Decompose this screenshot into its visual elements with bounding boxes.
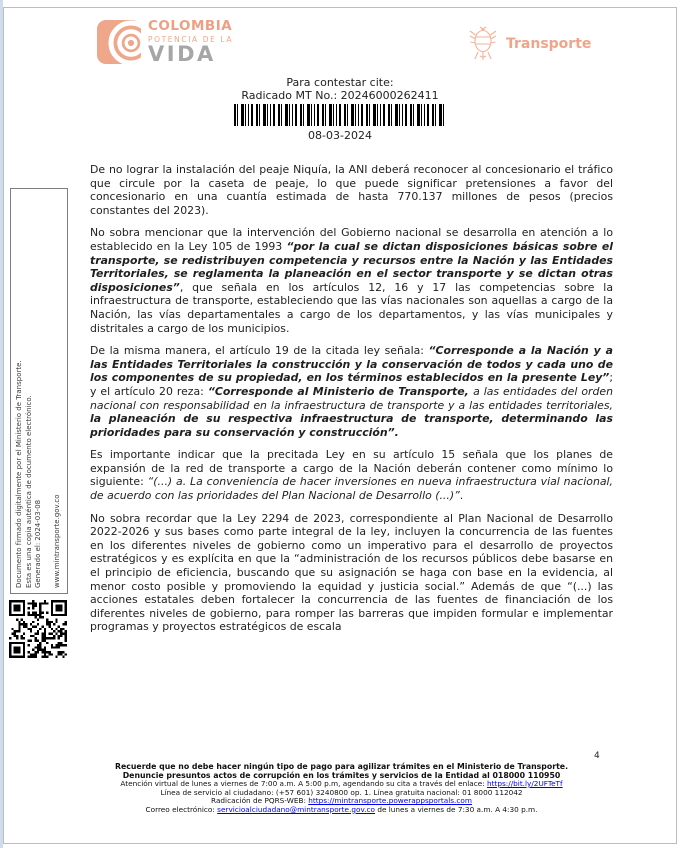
- footer-phone-line: Línea de servicio al ciudadano: (+57 601) 3240800 op. 1. Línea gratuita nacional: 01 8000 112042: [160, 787, 523, 797]
- viewer-edge: [0, 0, 3, 848]
- footer-report-line: Denuncie presuntos actos de corrupción en los trámites y servicios de la Entidad al 018000 110950: [122, 771, 561, 780]
- footer: [80, 762, 603, 814]
- body-paragraph: De la misma manera, el artículo 19 de la citada ley señala: “Corresponde a la Nación y a las Entidades Territoriales la construcción y la conservación de todos y cada uno de los componentes de su propiedad, en los términos establecidos en la presente Ley”; y el artículo 20 reza: “Corresponde al Ministerio de Transporte, a las entidades del orden nacional con responsabilidad en la infraestructura de transporte y a las entidades territoriales, la planeación de su respectiva infraestructura de transporte, determinando las prioridades para su conservación y construcción”.: [90, 344, 614, 439]
- ministry-label: Transporte: [506, 36, 592, 52]
- document-body: [90, 163, 613, 643]
- document-date: 08-03-2024: [308, 129, 372, 142]
- brand-name: COLOMBIA: [148, 18, 233, 34]
- footer-attention-line: Atención virtual de lunes a viernes de 7:00 a.m. A 5:00 p.m, agendando su cita a través del enlace: https://bit.ly/2UFTeTf: [120, 779, 563, 788]
- footer-warning-line: Recuerde que no debe hacer ningún tipo de pago para agilizar trámites en el Ministerio de Transporte.: [114, 762, 569, 771]
- page-number: 4: [594, 751, 600, 761]
- body-paragraph: No sobra recordar que la Ley 2294 de 2023, correspondiente al Plan Nacional de Desarrollo 2022-2026 y sus bases como parte integral de la ley, incluyen la concurrencia de las fuentes en los diferentes niveles de gobierno como un imperativo para el desarrollo de proyectos estratégicos y es explícita en que la “administración de los recursos públicos debe basarse en el principio de eficiencia, buscando que su asignación se haga con base en la evidencia, al menor costo posible y promoviendo la equidad y justicia social.” Además de que “(...) las acciones estatales deben fortalecer la concurrencia de las fuentes de financiación de los diferentes niveles de gobierno, para romper las barreras que impiden formular e implementar programas y proyectos estratégicos de escala: [90, 511, 613, 634]
- colombia-wave-icon: [97, 20, 141, 64]
- body-paragraph: No sobra mencionar que la intervención del Gobierno nacional se desarrolla en atención a lo establecido en la Ley 105 de 1993 “por la cual se dictan disposiciones básicas sobre el transporte, se redistribuyen competencia y recursos entre la Nación y las Entidades Territoriales, se reglamenta la planeación en el sector transporte y se dictan otras disposiciones”, que señala en los artículos 12, 16 y 17 las competencias sobre la infraestructura de transporte, estableciendo que las vías nacionales son aquellas a cargo de la Nación, las vías departamentales a cargo de los departamentos, y las vías municipales y distritales a cargo de los municipios.: [90, 226, 614, 335]
- stamp-url: www.mintransporte.gov.co: [52, 494, 61, 588]
- digital-signature-stamp: [10, 188, 68, 594]
- coat-of-arms-icon: [468, 26, 498, 62]
- radicado-number: Radicado MT No.: 20246000262411: [241, 89, 439, 102]
- footer-link[interactable]: servicioalciudadano@mintransporte.gov.co: [217, 804, 375, 814]
- stamp-line: Esta es una copia auténtica de documento electrónico.: [24, 395, 33, 588]
- body-paragraph: De no lograr la instalación del peaje Niquía, la ANI deberá reconocer al concesionario el tráfico que circule por la caseta de peaje, lo que puede significar pretensiones a favor del concesionario en una cuantía estimada de hasta 770.137 millones de pesos (precios constantes del 2023).: [90, 163, 613, 217]
- brand-title: VIDA: [148, 42, 216, 66]
- stamp-line: Generado el: 2024-03-08: [34, 499, 42, 588]
- ministry-logo: [468, 26, 591, 62]
- footer-link[interactable]: https://bit.ly/2UFTeTf: [487, 779, 563, 788]
- colombia-logo: [97, 20, 233, 65]
- barcode: [234, 104, 446, 126]
- brand-tagline: POTENCIA DE LA: [148, 34, 234, 44]
- stamp-line: Documento firmado digitalmente por el Ministerio de Transporte.: [15, 360, 23, 588]
- footer-email-line: Correo electrónico: servicioalciudadano@mintransporte.gov.co de lunes a viernes de 7:30 a.m. A 4:30 p.m.: [145, 804, 538, 814]
- footer-pqrs-line: Radicación de PQRS-WEB: https://mintransporte.powerappsportals.com: [211, 796, 472, 806]
- footer-link[interactable]: https://mintransporte.powerappsportals.com: [308, 796, 472, 806]
- body-paragraph: Es importante indicar que la precitada Ley en su artículo 15 señala que los planes de expansión de la red de transporte a cargo de la Nación deberán contener como mínimo lo siguiente: “(...) a. La conveniencia de hacer inversiones en nueva infraestructura vial nacional, de acuerdo con las prioridades del Plan Nacional de Desarrollo (...)”.: [90, 448, 614, 503]
- cite-line1: Para contestar cite:: [286, 76, 394, 89]
- cite-block: [0, 76, 680, 102]
- qr-code: [9, 600, 67, 658]
